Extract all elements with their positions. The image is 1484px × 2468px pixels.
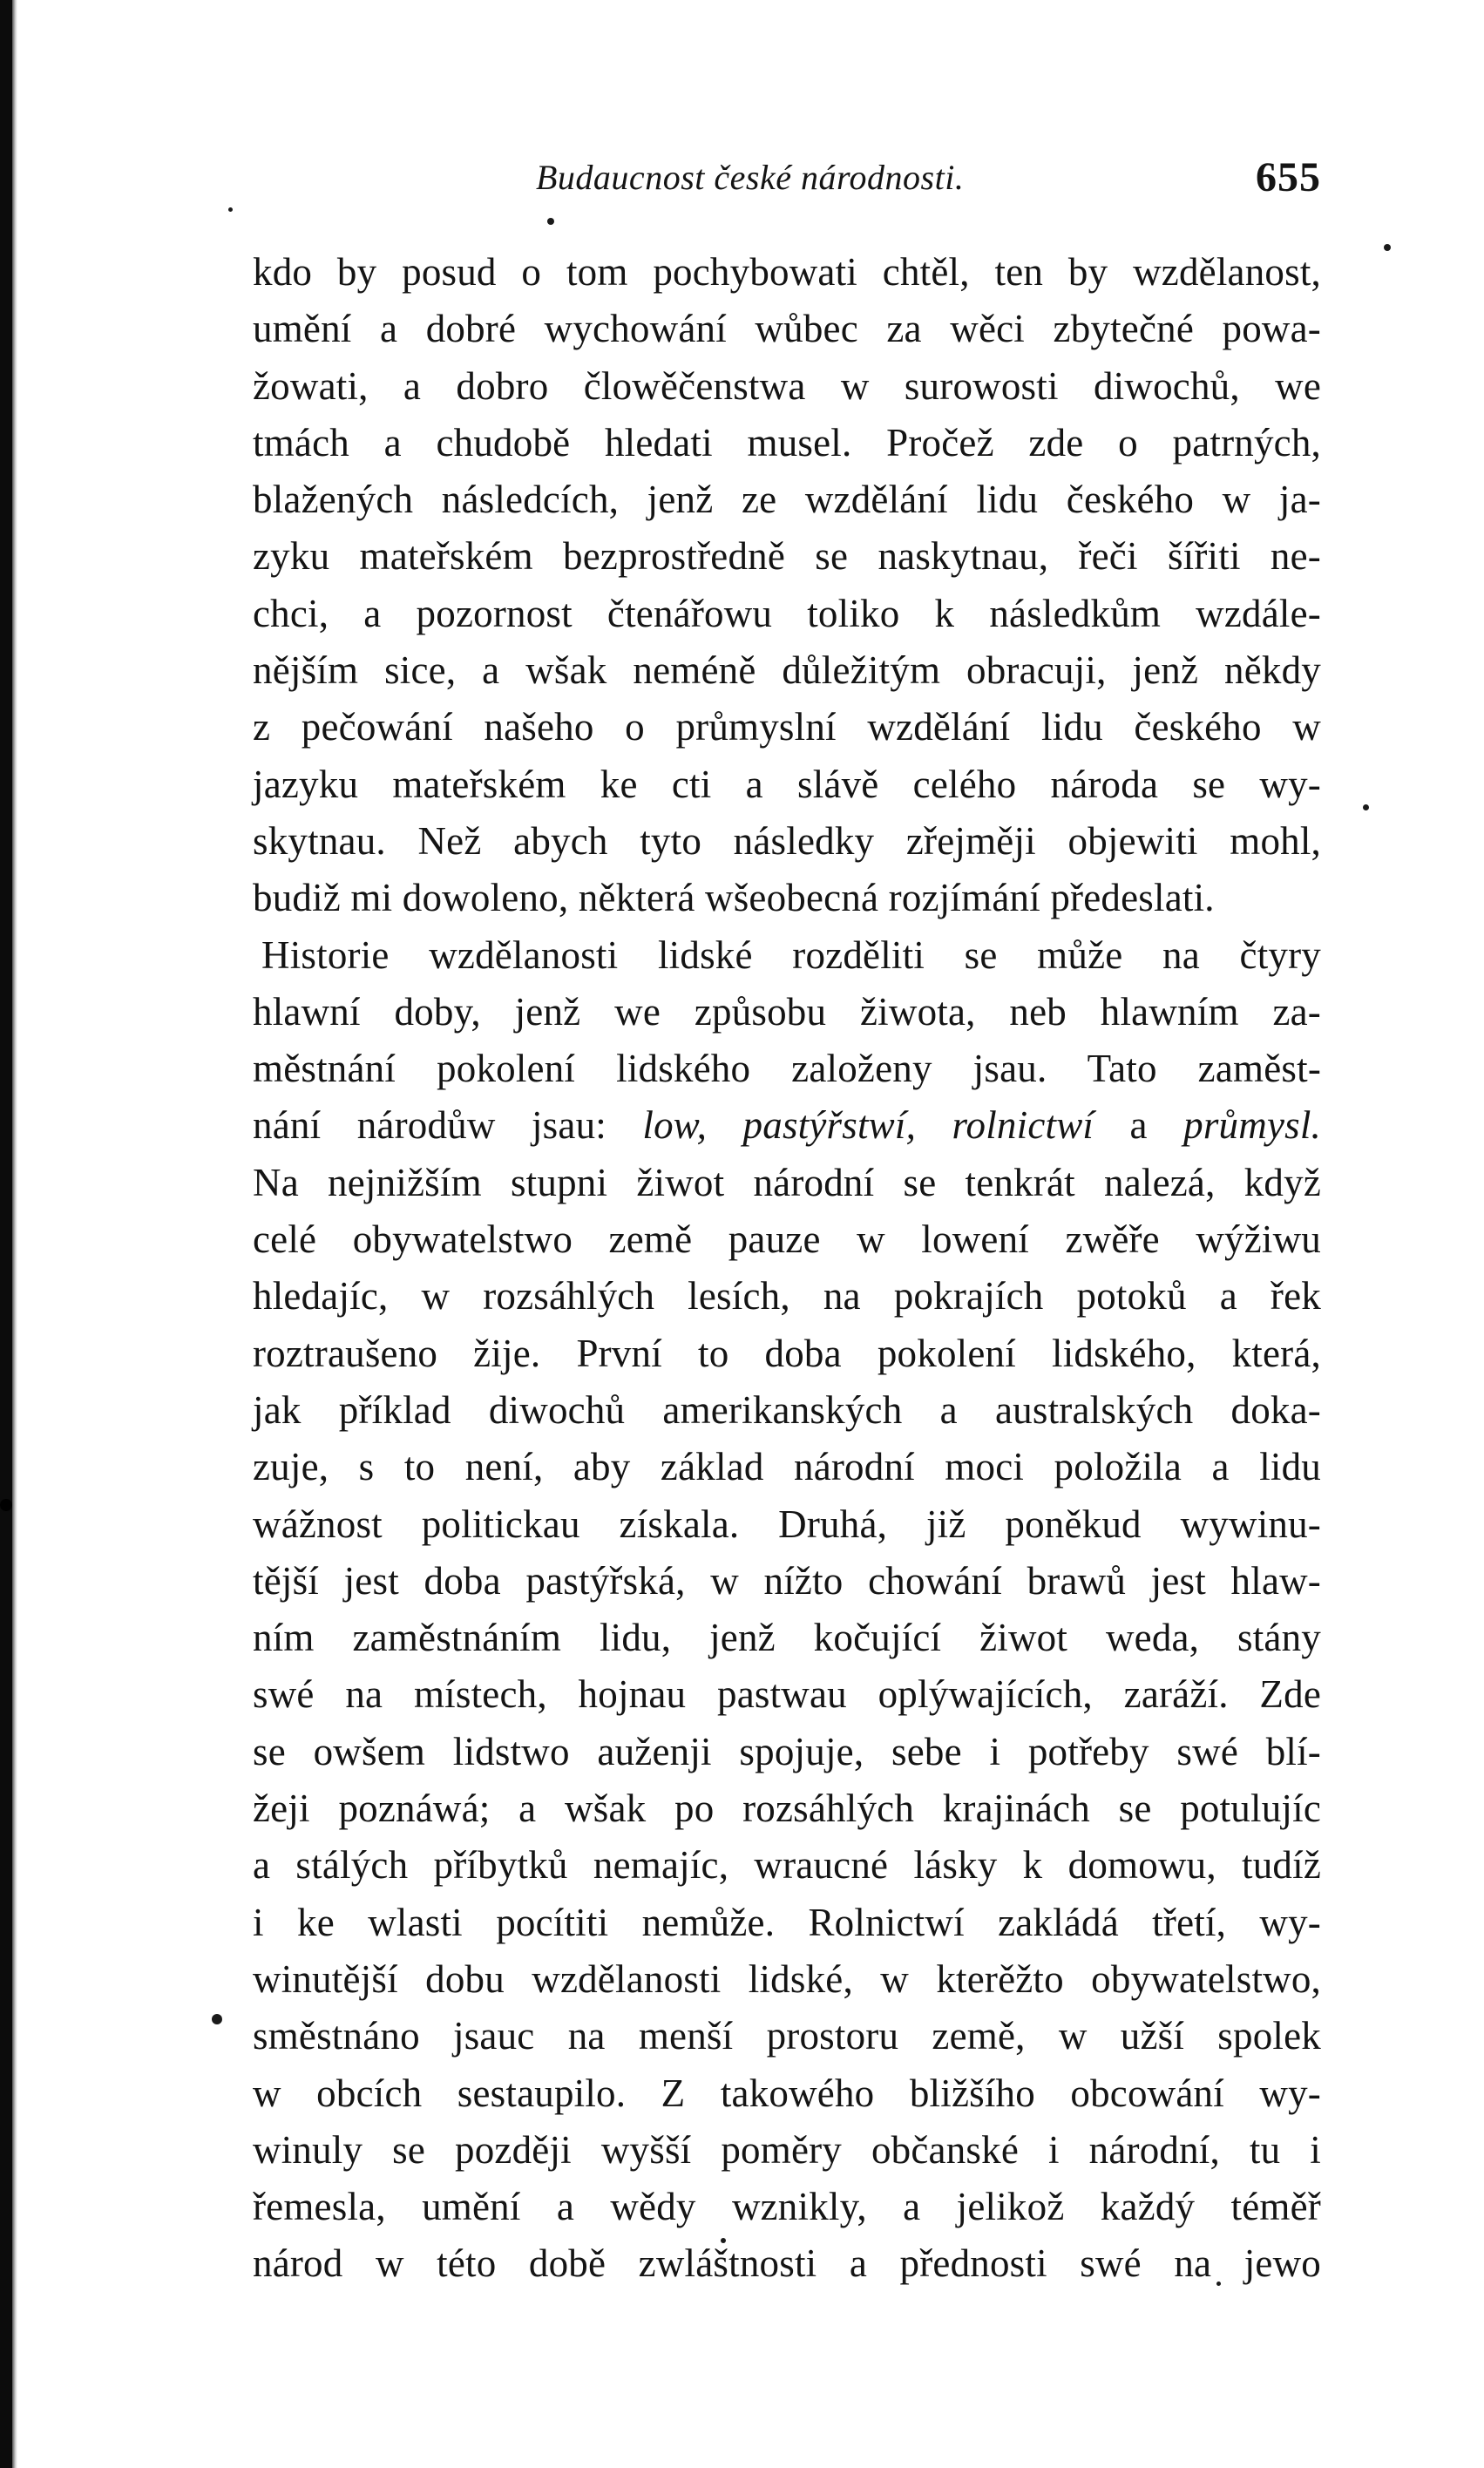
text-line: tmách a chudobě hledati musel. Pročež zde o patrných, bbox=[253, 420, 1321, 464]
text-line: roztraušeno žije. První to doba pokolení lidského, která, bbox=[253, 1331, 1321, 1375]
text-line: swé na místech, hojnau pastwau oplýwajících, zaráží. Zde bbox=[253, 1672, 1321, 1717]
text-line: chci, a pozornost čtenářowu toliko k následkům wzdále- bbox=[253, 591, 1321, 635]
book-page bbox=[253, 154, 1321, 2293]
text-line: a stálých příbytků nemajíc, wraucné lásky k domowu, tudíž bbox=[253, 1843, 1321, 1888]
text-line: zyku mateřském bezprostředně se naskytnau, řeči šířiti ne- bbox=[253, 534, 1321, 579]
text-line: směstnáno jsauc na menší prostoru země, w užší spolek bbox=[253, 2014, 1321, 2058]
text-line: z pečowání našeho o průmyslní wzdělání lidu českého w bbox=[253, 705, 1321, 749]
scan-speck bbox=[228, 207, 233, 212]
text-line: Na nejnižším stupni žiwot národní se tenkrát nalezá, když bbox=[253, 1160, 1321, 1204]
text-line: i ke wlasti pocítiti nemůže. Rolnictwí zakládá třetí, wy- bbox=[253, 1900, 1321, 1944]
italic-term: průmysl. bbox=[1183, 1103, 1321, 1148]
text-line: řemesla, umění a wědy wznikly, a jelikož každý téměř bbox=[253, 2185, 1321, 2229]
text-line: winuly se později wyšší poměry občanské i národní, tu i bbox=[253, 2127, 1321, 2172]
text-line: jazyku mateřském ke cti a slávě celého národa se wy- bbox=[253, 762, 1321, 806]
text-line: ním zaměstnáním lidu, jenž kočující žiwot weda, stány bbox=[253, 1616, 1321, 1660]
text-line: hledajíc, w rozsáhlých lesích, na pokrajích potoků a řek bbox=[253, 1274, 1321, 1319]
text-line: městnání pokolení lidského založeny jsau. Tato zaměst- bbox=[253, 1047, 1321, 1091]
text-line: budiž mi dowoleno, některá wšeobecná rozjímání předeslati. bbox=[253, 876, 1215, 920]
text-line: skytnau. Než abych tyto následky zřejměji objewiti mohl, bbox=[253, 818, 1321, 863]
running-title: Budaucnost české národnosti. bbox=[536, 158, 965, 197]
text-line: tější jest doba pastýřská, w nížto chowání brawů jest hlaw- bbox=[253, 1558, 1321, 1603]
text-line: hlawní doby, jenž we způsobu žiwota, neb hlawním za- bbox=[253, 989, 1321, 1034]
text-line: národ w této době zwláštnosti a přednosti swé na jewo bbox=[253, 2241, 1321, 2286]
text-line: zuje, s to není, aby základ národní moci položila a lidu bbox=[253, 1445, 1321, 1489]
text-run: nání národůw jsau: bbox=[253, 1103, 643, 1148]
text-line: w obcích sestaupilo. Z takowého bližšího obcowání wy- bbox=[253, 2071, 1321, 2115]
text-line: se owšem lidstwo auženji spojuje, sebe i potřeby swé blí- bbox=[253, 1729, 1321, 1773]
text-line: žeji poznáwá; a wšak po rozsáhlých krajinách se potulujíc bbox=[253, 1787, 1321, 1831]
running-header bbox=[253, 154, 1321, 209]
scan-speck bbox=[1363, 804, 1369, 810]
text-line: kdo by posud o tom pochybowati chtěl, ten by wzdělanost, bbox=[253, 250, 1321, 294]
text-line: wážnost politickau získala. Druhá, již poněkud wywinu- bbox=[253, 1502, 1321, 1546]
text-line: žowati, a dobro člowěčenstwa w surowosti diwochů, we bbox=[253, 363, 1321, 408]
page-number: 655 bbox=[1256, 154, 1321, 200]
text-line-emphasis bbox=[253, 1097, 1321, 1154]
text-line: umění a dobré wychowání wůbec za wěci zbytečné powa- bbox=[253, 307, 1321, 351]
spine-edge-gradient bbox=[12, 0, 17, 2468]
italic-term-list: low, pastýřstwí, rolnictwí bbox=[642, 1103, 1094, 1148]
scan-speck bbox=[0, 1499, 12, 1511]
scan-speck bbox=[212, 2014, 222, 2024]
text-line: winutější dobu wzdělanosti lidské, w kterěžto obywatelstwo, bbox=[253, 1956, 1321, 2001]
text-line: blažených následcích, jenž ze wzdělání lidu českého w ja- bbox=[253, 478, 1321, 522]
text-line: celé obywatelstwo země pauze w lowení zwěře wýžiwu bbox=[253, 1217, 1321, 1262]
text-line: nějším sice, a wšak neméně důležitým obracuji, jenž někdy bbox=[253, 648, 1321, 693]
book-spine-shadow bbox=[0, 0, 12, 2468]
text-run: a bbox=[1094, 1103, 1184, 1148]
body-text bbox=[253, 244, 1321, 2293]
text-line: jak příklad diwochů amerikanských a australských doka- bbox=[253, 1387, 1321, 1432]
scan-speck bbox=[1384, 244, 1391, 251]
text-line: Historie wzdělanosti lidské rozděliti se může na čtyry bbox=[261, 932, 1321, 977]
